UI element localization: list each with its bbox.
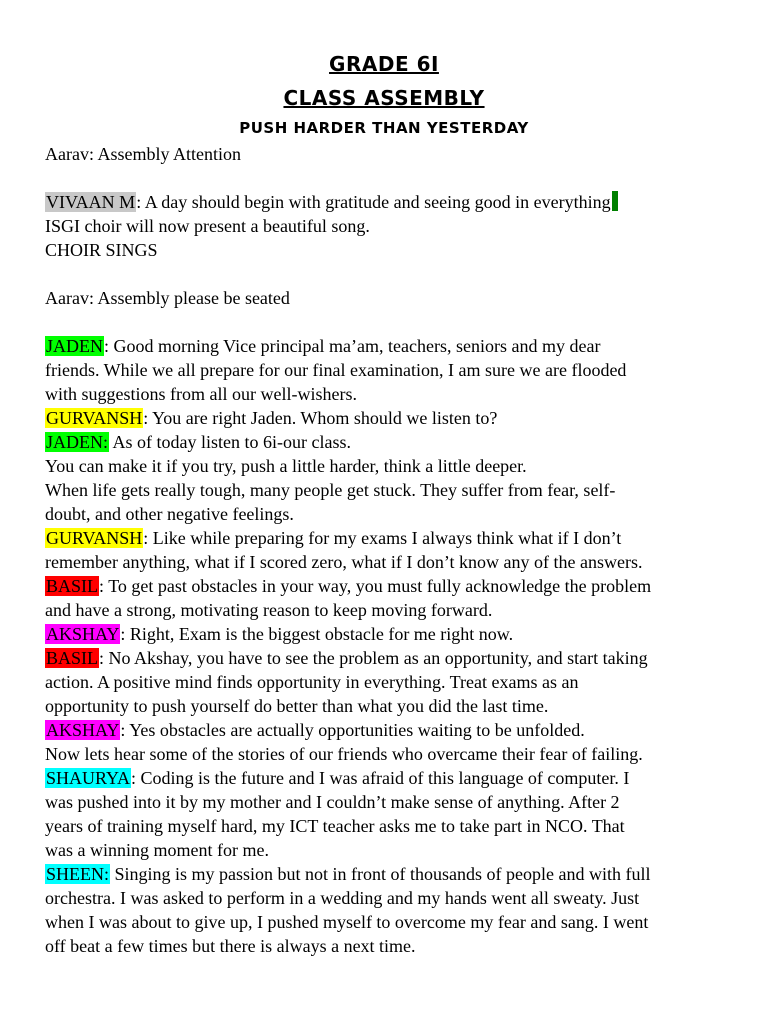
dialogue-line-jaden [45,334,745,358]
dialogue-text: : Like while preparing for my exams I always think what if I don’t [143,528,622,548]
script-line: doubt, and other negative feelings. [45,504,294,524]
dialogue-text: : Right, Exam is the biggest obstacle for me right now. [120,624,514,644]
script-line: remember anything, what if I scored zero, what if I don’t know any of the answers. [45,552,643,572]
script-line: friends. While we all prepare for our final examination, I am sure we are flooded [45,360,627,380]
script-line: ISGI choir will now present a beautiful song. [45,216,370,236]
dialogue-text: : No Akshay, you have to see the problem as an opportunity, and start taking [99,648,648,668]
script-line: opportunity to push yourself do better than what you did the last time. [45,696,549,716]
script-line: was pushed into it by my mother and I couldn’t make sense of anything. After 2 [45,792,620,812]
script-line: when I was about to give up, I pushed myself to overcome my fear and sang. I went [45,912,649,932]
script-line: Aarav: Assembly please be seated [45,288,290,308]
dialogue-text: As of today listen to 6i-our class. [109,432,351,452]
script-line: orchestra. I was asked to perform in a wedding and my hands went all sweaty. Just [45,888,640,908]
speaker-name: SHAURYA [46,768,131,788]
dialogue-line-gurvansh [45,526,745,550]
title-heading: CLASS ASSEMBLY [283,86,485,110]
dialogue-text: : You are right Jaden. Whom should we listen to? [143,408,498,428]
script-line: You can make it if you try, push a little harder, think a little deeper. [45,456,527,476]
dialogue-line-sheen [45,862,745,886]
assembly-script [45,142,745,958]
dialogue-text: : Yes obstacles are actually opportunities waiting to be unfolded. [120,720,585,740]
script-line: CHOIR SINGS [45,240,158,260]
speaker-name: SHEEN: [46,864,109,884]
speaker-name: AKSHAY [46,720,120,740]
dialogue-line-basil [45,574,745,598]
speaker-name: BASIL [46,648,99,668]
script-line: Aarav: Assembly Attention [45,144,241,164]
script-line: years of training myself hard, my ICT teacher asks me to take part in NCO. That [45,816,625,836]
speaker-name: JADEN [46,336,103,356]
script-line: When life gets really tough, many people get stuck. They suffer from fear, self- [45,480,616,500]
dialogue-text: Singing is my passion but not in front of thousands of people and with full [110,864,651,884]
dialogue-line-shaurya [45,766,745,790]
dialogue-text: : To get past obstacles in your way, you must fully acknowledge the problem [99,576,652,596]
dialogue-line-vivaan [45,190,745,214]
dialogue-line-akshay [45,718,745,742]
script-line: and have a strong, motivating reason to keep moving forward. [45,600,493,620]
subtitle-heading: PUSH HARDER THAN YESTERDAY [239,119,529,137]
speaker-name: BASIL [46,576,99,596]
dialogue-line-akshay [45,622,745,646]
speaker-name: GURVANSH [46,528,143,548]
speaker-name: GURVANSH [46,408,143,428]
dialogue-line-jaden [45,430,745,454]
script-line: off beat a few times but there is always a next time. [45,936,416,956]
dialogue-text: : Coding is the future and I was afraid of this language of computer. I [131,768,630,788]
dialogue-line-gurvansh [45,406,745,430]
grade-heading: GRADE 6I [329,52,439,76]
speaker-name: JADEN: [46,432,108,452]
dialogue-text: : Good morning Vice principal ma’am, teachers, seniors and my dear [104,336,601,356]
highlight-marker [612,191,618,211]
script-line: action. A positive mind finds opportunity in everything. Treat exams as an [45,672,579,692]
dialogue-text: : A day should begin with gratitude and seeing good in everything [136,192,611,212]
speaker-name: AKSHAY [46,624,120,644]
script-line: Now lets hear some of the stories of our friends who overcame their fear of failing. [45,744,643,764]
script-line: was a winning moment for me. [45,840,269,860]
speaker-name: VIVAAN M [46,192,136,212]
script-line: with suggestions from all our well-wishers. [45,384,357,404]
dialogue-line-basil [45,646,745,670]
